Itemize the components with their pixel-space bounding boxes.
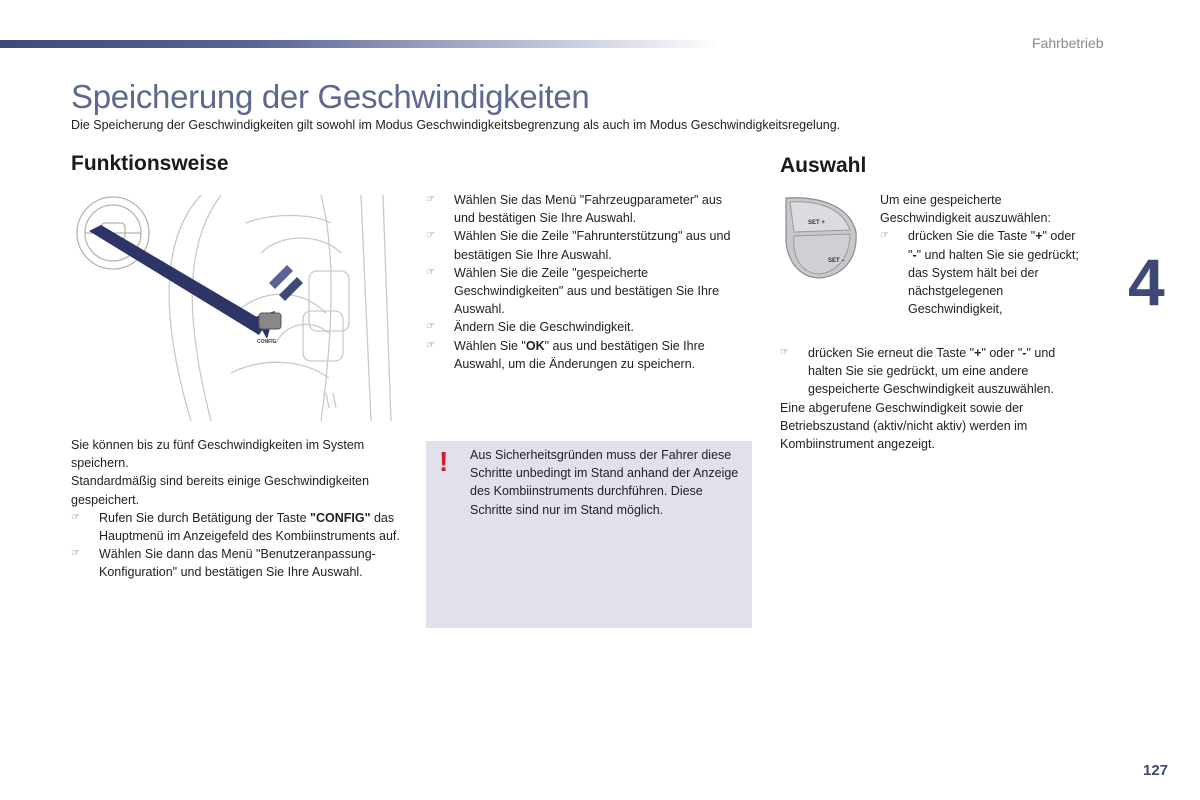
list-item: ☞ Wählen Sie dann das Menü "Benutzeranpassung-Konfiguration" und bestätigen Sie Ihre Auswahl. — [71, 547, 376, 580]
list-item: ☞ Ändern Sie die Geschwindigkeit. — [426, 318, 746, 336]
bullet-icon: ☞ — [426, 266, 435, 278]
page-number: 127 — [1143, 762, 1169, 779]
warning-text: Aus Sicherheitsgründen muss der Fahrer diese Schritte unbedingt im Stand anhand der Anzeige des Kombiinstruments durchführen. Diese Schritte sind nur im Stand möglich. — [470, 448, 739, 517]
bullet-icon: ☞ — [426, 321, 435, 333]
bullet-icon: ☞ — [780, 347, 789, 358]
auswahl-details — [780, 344, 1080, 453]
list-item: ☞ Wählen Sie das Menü "Fahrzeugparameter" aus und bestätigen Sie Ihre Auswahl. — [426, 193, 723, 226]
heading-auswahl: Auswahl — [780, 154, 867, 177]
set-plus-label: SET + — [808, 220, 825, 226]
funktionsweise-steps — [426, 191, 746, 373]
heading-funktionsweise: Funktionsweise — [71, 152, 229, 175]
set-buttons-illustration — [780, 192, 860, 282]
set-minus-label: SET – — [828, 258, 845, 264]
paragraph: Um eine gespeicherte Geschwindigkeit auszuwählen: — [880, 193, 1051, 226]
bullet-icon: ☞ — [71, 548, 80, 560]
list-item: ☞ Wählen Sie "OK" aus und bestätigen Sie Ihre Auswahl, um die Änderungen zu speichern. — [426, 338, 705, 371]
list-item: ☞ drücken Sie die Taste "+" oder "-" und halten Sie sie gedrückt; das System hält bei der nächstgelegenen Geschwindigkeit, — [880, 229, 1079, 317]
bullet-icon: ☞ — [71, 511, 80, 523]
list-item: ☞ Wählen Sie die Zeile "Fahrunterstützung" aus und bestätigen Sie Ihre Auswahl. — [426, 229, 731, 262]
header-gradient-bar — [0, 40, 720, 48]
config-label: CONFIG — [257, 339, 277, 345]
section-label: Fahrbetrieb — [1032, 35, 1104, 51]
paragraph: Eine abgerufene Geschwindigkeit sowie der Betriebszustand (aktiv/nicht aktiv) werden im Kombiinstrument angezeigt. — [780, 400, 1028, 452]
list-item: ☞ Rufen Sie durch Betätigung der Taste "CONFIG" das Hauptmenü im Anzeigefeld des Kombiinstruments auf. — [71, 510, 400, 544]
page-title: Speicherung der Geschwindigkeiten — [71, 78, 590, 115]
chapter-number: 4 — [1128, 245, 1165, 319]
paragraph: Sie können bis zu fünf Geschwindigkeiten im System speichern. — [71, 438, 365, 471]
paragraph: Standardmäßig sind bereits einige Geschwindigkeiten gespeichert. — [71, 474, 370, 507]
bullet-icon: ☞ — [426, 230, 435, 242]
funktionsweise-intro — [71, 436, 401, 582]
bullet-icon: ☞ — [880, 230, 889, 242]
bullet-icon: ☞ — [426, 339, 435, 351]
list-item: ☞ Wählen Sie die Zeile "gespeicherte Geschwindigkeiten" aus und bestätigen Sie Ihre Auswahl. — [426, 265, 720, 317]
page-subtitle: Die Speicherung der Geschwindigkeiten gilt sowohl im Modus Geschwindigkeitsbegrenzung als auch im Modus Geschwindigkeitsregelung. — [71, 118, 841, 132]
auswahl-intro — [880, 191, 1080, 318]
warning-icon: ! — [439, 446, 449, 477]
bullet-icon: ☞ — [426, 194, 435, 205]
list-item: ☞ drücken Sie erneut die Taste "+" oder "-" und halten Sie sie gedrückt, um eine andere gespeicherte Geschwindigkeit auszuwählen. — [780, 346, 1056, 397]
steering-wheel-illustration — [71, 193, 403, 425]
